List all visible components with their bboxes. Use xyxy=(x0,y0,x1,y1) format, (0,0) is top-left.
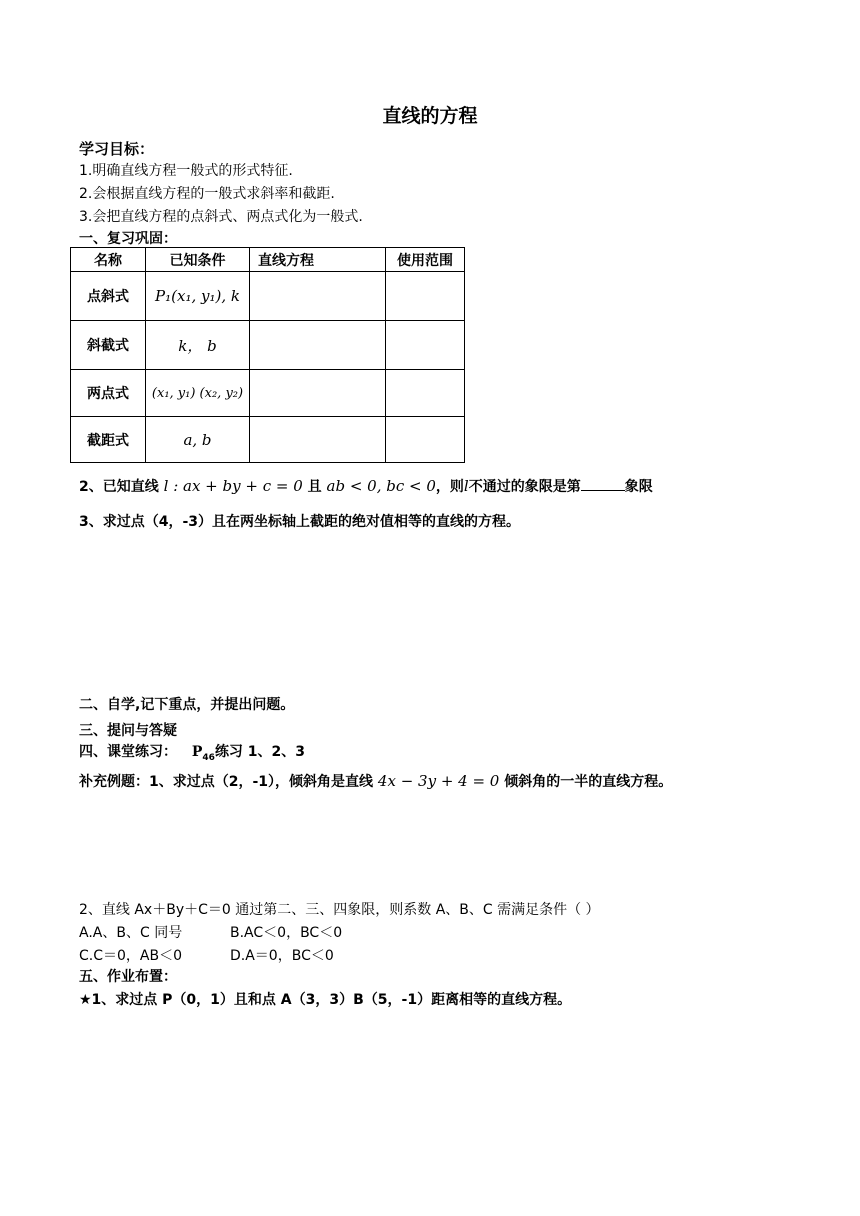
q2-prefix: 2、已知直线 xyxy=(79,479,159,495)
section-4-p: P xyxy=(191,744,203,760)
table-row xyxy=(71,417,465,463)
mc-stem: 2、直线 Ax＋By＋C＝0 通过第二、三、四象限，则系数 A、B、C 需满足条件（ ） xyxy=(79,902,600,918)
header-condition: 已知条件 xyxy=(146,248,250,272)
review-table xyxy=(70,247,465,463)
q2-end: 象限 xyxy=(624,479,653,495)
answer-blank xyxy=(581,478,625,491)
section-4-rest: 练习 1、2、3 xyxy=(214,744,306,760)
example-prefix: 补充例题：1、求过点（2，-1），倾斜角是直线 xyxy=(79,774,374,790)
q2-equation: l : ax + by + c = 0 xyxy=(163,477,303,495)
section-5: 五、作业布置： xyxy=(79,969,177,985)
homework-1: ★1、求过点 P（0，1）且和点 A（3，3）B（5，-1）距离相等的直线方程。 xyxy=(79,992,572,1008)
header-range: 使用范围 xyxy=(386,248,465,272)
row-condition: (x₁, y₁) (x₂, y₂) xyxy=(146,370,250,417)
row-condition: P₁(x₁, y₁), k xyxy=(146,272,250,321)
row-condition: a, b xyxy=(146,417,250,463)
goal-item-2: 2.会根据直线方程的一般式求斜率和截距. xyxy=(79,186,335,202)
q2-condition: ab < 0, bc < 0 xyxy=(326,477,436,495)
range-cell xyxy=(386,321,465,370)
table-header-row xyxy=(71,248,465,272)
mc-option-c: C.C＝0，AB＜0 xyxy=(79,948,182,964)
goal-item-1: 1.明确直线方程一般式的形式特征. xyxy=(79,163,293,179)
row-name: 截距式 xyxy=(71,417,146,463)
equation-cell xyxy=(250,370,386,417)
page-title: 直线的方程 xyxy=(382,105,478,127)
table-row xyxy=(71,370,465,417)
row-condition: k， b xyxy=(146,321,250,370)
range-cell xyxy=(386,370,465,417)
equation-cell xyxy=(250,272,386,321)
section-3: 三、提问与答疑 xyxy=(79,723,177,739)
section-4-p-sub: 46 xyxy=(202,752,215,763)
example-1 xyxy=(79,771,672,791)
row-name: 斜截式 xyxy=(71,321,146,370)
section-4 xyxy=(79,741,305,763)
example-equation: 4x − 3y + 4 = 0 xyxy=(377,772,500,790)
header-equation: 直线方程 xyxy=(250,248,386,272)
mc-option-b: B.AC＜0，BC＜0 xyxy=(230,925,343,941)
equation-cell xyxy=(250,417,386,463)
table-row xyxy=(71,272,465,321)
review-heading: 一、复习巩固： xyxy=(79,231,177,247)
question-2 xyxy=(79,476,653,496)
header-name: 名称 xyxy=(71,248,146,272)
mc-option-d: D.A＝0，BC＜0 xyxy=(230,948,334,964)
q2-comma: ，则 xyxy=(435,479,464,495)
equation-cell xyxy=(250,321,386,370)
row-name: 两点式 xyxy=(71,370,146,417)
q2-middle: 且 xyxy=(307,479,322,495)
q2-tail: 不通过的象限是第 xyxy=(468,479,581,495)
q2-l: l xyxy=(463,477,469,495)
section-2: 二、自学,记下重点，并提出问题。 xyxy=(79,697,295,713)
section-4-label: 四、课堂练习： xyxy=(79,744,177,760)
mc-option-a: A.A、B、C 同号 xyxy=(79,925,183,941)
range-cell xyxy=(386,417,465,463)
row-name: 点斜式 xyxy=(71,272,146,321)
table-row xyxy=(71,321,465,370)
question-3: 3、求过点（4，-3）且在两坐标轴上截距的绝对值相等的直线的方程。 xyxy=(79,514,521,530)
goal-item-3: 3.会把直线方程的点斜式、两点式化为一般式. xyxy=(79,209,363,225)
goals-heading: 学习目标： xyxy=(79,140,155,158)
example-suffix: 倾斜角的一半的直线方程。 xyxy=(504,774,673,790)
range-cell xyxy=(386,272,465,321)
